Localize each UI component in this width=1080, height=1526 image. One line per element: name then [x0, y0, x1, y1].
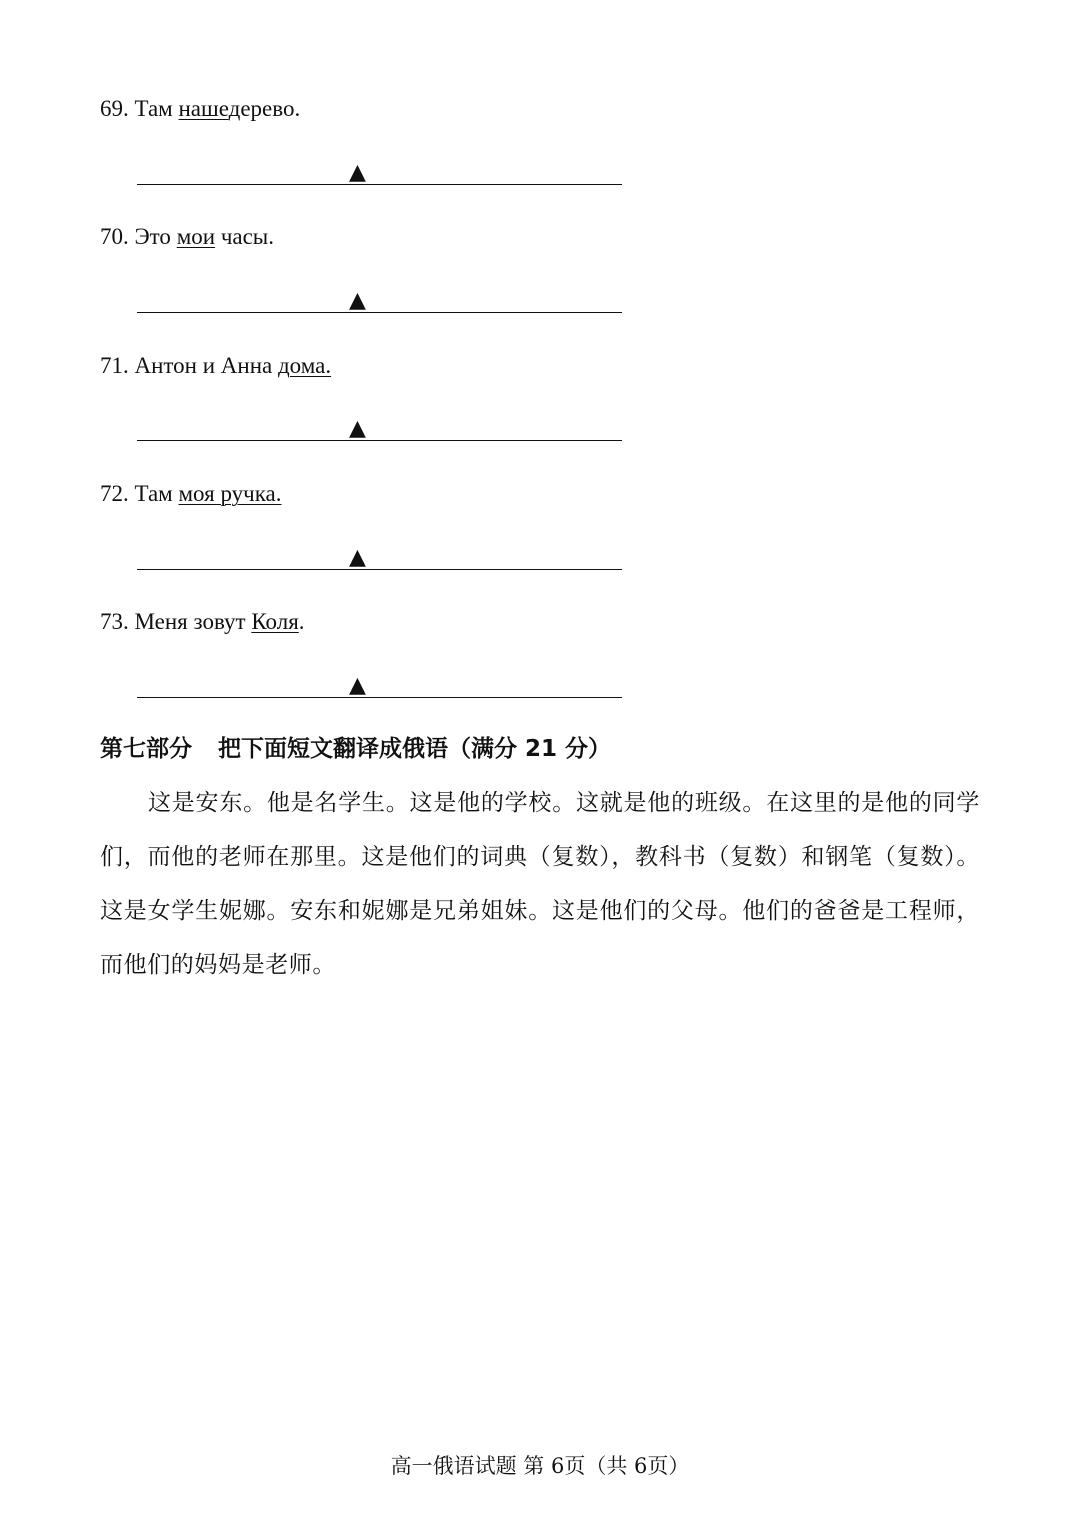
- answer-line-72[interactable]: [137, 545, 622, 570]
- triangle-marker-icon: ▲: [349, 288, 366, 313]
- page-footer: 高一俄语试题 第 6页（共 6页）: [390, 1454, 690, 1478]
- answer-line-73[interactable]: [137, 673, 622, 698]
- question-text-pre: Это: [134, 224, 171, 249]
- question-71: [100, 352, 331, 380]
- question-70: [100, 223, 274, 251]
- question-number: 69.: [100, 96, 129, 121]
- question-number: 72.: [100, 481, 129, 506]
- question-underlined-word: дома.: [277, 353, 332, 378]
- question-underlined-word: мои: [176, 224, 216, 249]
- question-underlined-word: моя ручка.: [178, 481, 282, 506]
- triangle-marker-icon: ▲: [349, 545, 366, 570]
- triangle-marker-icon: ▲: [349, 416, 366, 441]
- answer-line-71[interactable]: [137, 416, 622, 441]
- triangle-marker-icon: ▲: [349, 160, 366, 185]
- question-text-post: дерево.: [228, 96, 301, 121]
- question-underlined-word: Коля: [251, 609, 299, 634]
- question-number: 71.: [100, 353, 129, 378]
- question-text-pre: Там: [134, 96, 173, 121]
- section-instruction: 把下面短文翻译成俄语（满分 21 分）: [218, 736, 612, 762]
- question-text-pre: Антон и Анна: [134, 353, 273, 378]
- question-text-post: .: [298, 609, 305, 634]
- question-69: [100, 95, 300, 123]
- question-text-pre: Там: [134, 481, 173, 506]
- translation-passage: 这是安东。他是名学生。这是他的学校。这就是他的班级。在这里的是他的同学们，而他的老师在那里。这是他们的词典（复数），教科书（复数）和钢笔（复数）。这是女学生妮娜。安东和妮娜是兄弟姐妹。这是他们的父母。他们的爸爸是工程师，而他们的妈妈是老师。: [100, 790, 980, 978]
- answer-line-69[interactable]: [137, 160, 622, 185]
- section-heading: [100, 734, 611, 764]
- triangle-marker-icon: ▲: [349, 673, 366, 698]
- question-number: 73.: [100, 609, 129, 634]
- question-text-post: часы.: [220, 224, 274, 249]
- question-72: [100, 480, 282, 508]
- answer-line-70[interactable]: [137, 288, 622, 313]
- question-number: 70.: [100, 224, 129, 249]
- question-underlined-word: наше: [178, 96, 229, 121]
- question-73: [100, 608, 305, 636]
- question-text-pre: Меня зовут: [134, 609, 246, 634]
- section-title: 第七部分: [100, 736, 192, 762]
